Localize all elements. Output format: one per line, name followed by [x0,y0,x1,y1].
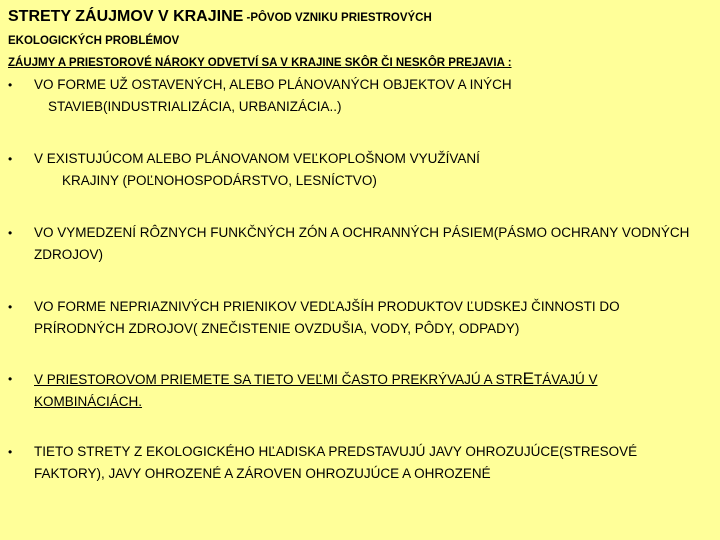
title-subtitle-line2: EKOLOGICKÝCH PROBLÉMOV [8,35,180,47]
bullet-icon: • [8,152,13,166]
bullet-2-line1: V EXISTUJÚCOM ALEBO PLÁNOVANOM VEĽKOPLOŠNOM VYUŽÍVANÍ [34,151,480,166]
bullet-icon: • [8,78,13,92]
bullet-icon: • [8,372,13,386]
bullet-icon: • [8,226,13,240]
bullet-1-line2: STAVIEB(INDUSTRIALIZÁCIA, URBANIZÁCIA..) [48,99,342,114]
bullet-4-text: VO FORME NEPRIAZNIVÝCH PRIENIKOV VEDĽAJŠÍH PRODUKTOV ĽUDSKEJ ČINNOSTI DO PRÍRODNÝCH ZDROJOV( ZNEČISTENIE OVZDUŠIA, VODY, PÔDY, ODPADY) [34,299,620,336]
bullet-2-line2: KRAJINY (POĽNOHOSPODÁRSTVO, LESNÍCTVO) [62,173,377,188]
bullet-icon: • [8,445,13,459]
bullet-3-text: VO VYMEDZENÍ RÔZNYCH FUNKČNÝCH ZÓN A OCHRANNÝCH PÁSIEM(PÁSMO OCHRANY VODNÝCH ZDROJOV) [34,225,690,262]
title-subtitle: -PÔVOD VZNIKU PRIESTROVÝCH [243,12,432,24]
bullet-item-2 [8,148,712,192]
bullet-icon: • [8,300,13,314]
slide-title [8,6,712,29]
bullet-list [8,74,712,485]
bullet-item-1 [8,74,712,118]
bullet-item-4 [8,296,712,340]
bullet-item-6 [8,441,712,485]
bullet-6-text: TIETO STRETY Z EKOLOGICKÉHO HĽADISKA PREDSTAVUJÚ JAVY OHROZUJÚCE(STRESOVÉ FAKTORY), JAVY OHROZENÉ A ZÁROVEN OHROZUJÚCE A OHROZENÉ [34,444,638,481]
bullet-item-5 [8,368,712,413]
bullet-5-part3: TÁVAJÚ V KOMBINÁCIÁCH. [34,372,598,409]
bullet-5-part1: V PRIESTOROVOM PRIEMETE SA TIETO VEĽMI ČASTO PREKRÝVAJÚ A STR [34,372,523,387]
bullet-item-3 [8,222,712,266]
section-heading: ZÁUJMY A PRIESTOROVÉ NÁROKY ODVETVÍ SA V KRAJINE SKÔR ČI NESKÔR PREJAVIA : [8,57,512,69]
bullet-1-line1: VO FORME UŽ OSTAVENÝCH, ALEBO PLÁNOVANÝCH OBJEKTOV A INÝCH [34,77,512,92]
bullet-5-part2: E [522,369,534,388]
title-main: STRETY ZÁUJMOV V KRAJINE [8,8,244,25]
bullet-5-text [34,369,598,409]
